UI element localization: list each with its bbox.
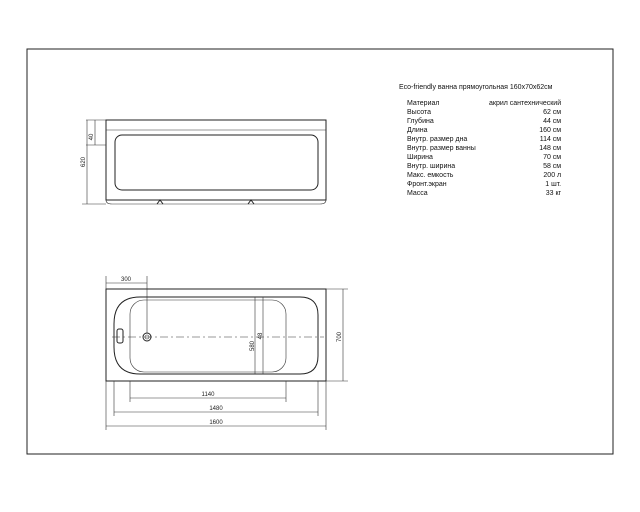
spec-value: 160 см (539, 127, 562, 134)
spec-row (407, 162, 561, 171)
spec-value: 1 шт. (545, 181, 562, 188)
spec-label: Макс. емкость (407, 172, 454, 179)
spec-row (407, 99, 561, 108)
front-panel (115, 135, 318, 190)
spec-value: 44 см (543, 118, 562, 125)
spec-value: 62 см (543, 109, 562, 116)
front-view (81, 120, 326, 204)
dim-bottom-length: 1140 (201, 392, 215, 398)
dim-inner-width-small: 48 (258, 332, 264, 340)
top-view (106, 276, 348, 430)
dim-width: 700 (337, 331, 343, 343)
spec-label: Масса (407, 190, 428, 197)
spec-row (407, 153, 561, 162)
spec-label: Внутр. размер дна (407, 136, 468, 143)
spec-row (407, 180, 561, 189)
spec-label: Фронт.экран (407, 181, 447, 188)
overflow (117, 329, 123, 343)
spec-label: Внутр. размер ванны (407, 145, 476, 152)
spec-value: 114 см (539, 136, 562, 143)
spec-value: 200 л (543, 172, 562, 179)
spec-value: 70 см (543, 154, 562, 161)
spec-table (407, 99, 561, 198)
spec-row (407, 135, 561, 144)
dim-front-height: 620 (81, 156, 87, 168)
spec-label: Ширина (407, 154, 433, 161)
inner-bowl (114, 297, 318, 374)
spec-row (407, 117, 561, 126)
spec-label: Материал (407, 100, 440, 107)
front-view-outline (106, 120, 326, 200)
spec-title: Eco-friendly ванна прямоугольная 160x70x62см (399, 84, 553, 91)
dim-front-top: 40 (89, 133, 95, 141)
dim-drain-offset: 300 (120, 277, 132, 283)
spec-row (407, 144, 561, 153)
dim-inner-width: 580 (250, 340, 256, 352)
spec-label: Высота (407, 109, 432, 116)
spec-row (407, 126, 561, 135)
foot-left (157, 200, 163, 204)
dim-length: 1600 (209, 420, 223, 426)
foot-right (248, 200, 254, 204)
dim-inner-length: 1480 (209, 406, 223, 412)
spec-value: 148 см (539, 145, 562, 152)
spec-label: Длина (407, 127, 428, 134)
spec-value: 58 см (543, 163, 562, 170)
spec-row (407, 171, 561, 180)
spec-value: акрил сантехнический (489, 100, 562, 107)
spec-row (407, 108, 561, 117)
spec-value: 33 кг (545, 190, 562, 197)
top-view-outline (106, 289, 326, 381)
spec-row (407, 189, 561, 198)
spec-label: Внутр. ширина (407, 163, 456, 170)
spec-label: Глубина (407, 118, 434, 125)
